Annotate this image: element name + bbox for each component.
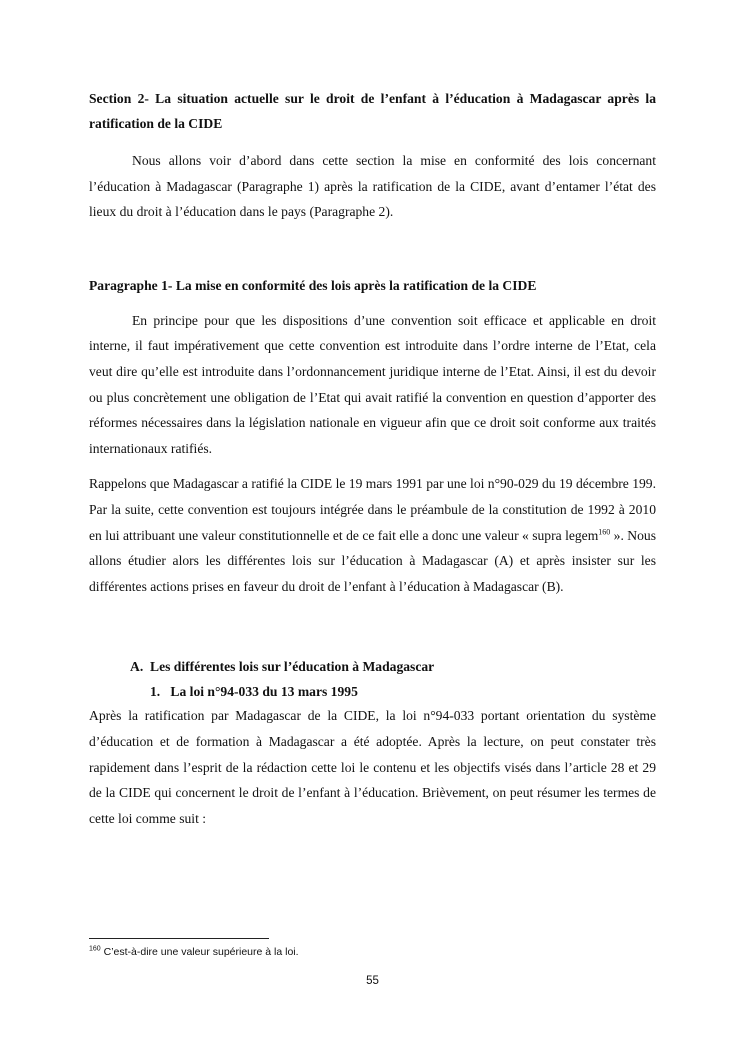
paragraph-1-title: Paragraphe 1- La mise en conformité des lois après la ratification de la CIDE — [89, 277, 537, 293]
footnote-text: C’est-à-dire une valeur supérieure à la loi. — [100, 946, 299, 958]
page-number: 55 — [366, 975, 379, 987]
section-intro: Nous allons voir d’abord dans cette section la mise en conformité des lois concernant l’éducation à Madagascar (Paragraphe 1) après la ratification de la CIDE, avant d’entamer l’état des lieux du droit à l’éducation dans le pays (Paragraphe 2). — [89, 153, 656, 220]
paragraph-1-text-1: En principe pour que les dispositions d’une convention soit efficace et applicable en droit interne, il faut impérativement que cette convention est introduite dans l’ordre interne de l’Etat, cela veut dire qu’elle est introduite dans l’ordonnancement juridique interne de l’Etat. Ainsi, il est du devoir ou plus concrètement une obligation de l’Etat qui avait ratifié la convention en question d’apporter des réformes nécessaires dans la législation nationale en vigueur afin que ce droit soit conforme aux traités internationaux ratifiés. — [89, 312, 656, 456]
paragraph-1-text-2-part-2: ». Nous allons étudier alors les différentes lois sur l’éducation à Madagascar (A) et après insister sur les différentes actions prises en faveur du droit de l’enfant à l’éducation à Madagascar (B). — [89, 527, 656, 594]
paragraph-1-text-2-part-1: Rappelons que Madagascar a ratifié la CIDE le 19 mars 1991 par une loi n°90-029 du 19 décembre 199. Par la suite, cette convention est toujours intégrée dans le préambule de la constitution de 1992 à 2010 en lui attribuant une valeur constitutionnelle et de ce fait elle a donc une valeur « supra legem — [89, 476, 656, 543]
footnote-separator — [89, 938, 269, 939]
subsection-1-heading — [89, 681, 656, 703]
footnote — [89, 946, 299, 958]
footnote-reference[interactable]: 160 — [598, 527, 611, 536]
subsection-1-title: La loi n°94-033 du 13 mars 1995 — [170, 684, 358, 700]
section-title: Section 2- La situation actuelle sur le droit de l’enfant à l’éducation à Madagascar après la ratification de la CIDE — [89, 91, 656, 131]
subsection-a-title: Les différentes lois sur l’éducation à Madagascar — [150, 659, 435, 675]
subsection-1-text: Après la ratification par Madagascar de la CIDE, la loi n°94-033 portant orientation du système d’éducation et de formation à Madagascar a été adoptée. Après la lecture, on peut constater très rapidement dans l’esprit de la rédaction cette loi le contenu et les objectifs visés dans l’article 28 et 29 de la CIDE qui concernent le droit de l’enfant à l’éducation. Brièvement, on peut résumer les termes de cette loi comme suit : — [89, 708, 656, 826]
subsection-1-label: 1. — [150, 684, 161, 700]
subsection-a-heading — [89, 656, 656, 678]
paragraph-1-text-2 — [89, 471, 656, 599]
subsection-a-label: A. — [130, 659, 144, 675]
footnote-number: 160 — [89, 945, 101, 953]
page-content — [89, 86, 656, 831]
